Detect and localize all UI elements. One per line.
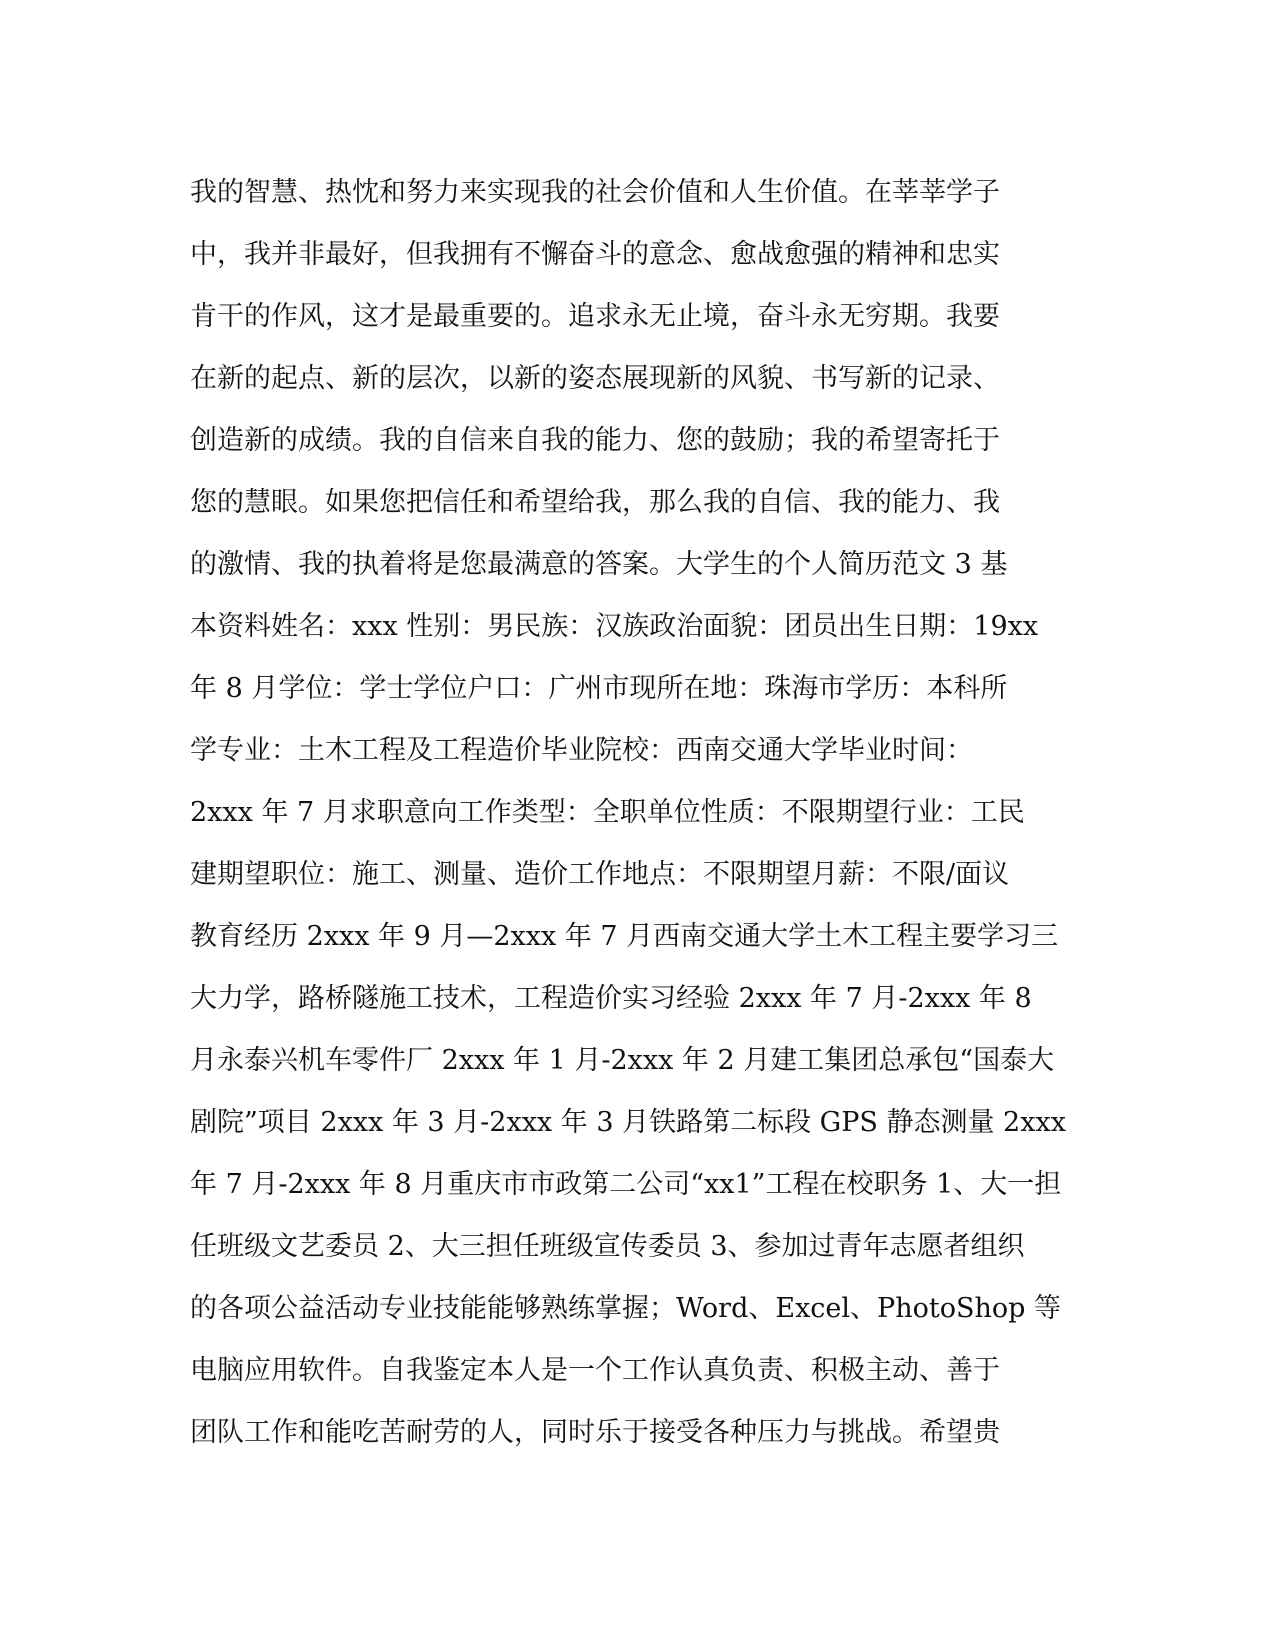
text-line: 任班级文艺委员 2、大三担任班级宣传委员 3、参加过青年志愿者组织 bbox=[190, 1231, 1025, 1262]
text-line: 年 7 月-2xxx 年 8 月重庆市市政第二公司“xx1”工程在校职务 1、大一担 bbox=[190, 1169, 1062, 1200]
text-line: 教育经历 2xxx 年 9 月—2xxx 年 7 月西南交通大学土木工程主要学习三 bbox=[190, 921, 1059, 952]
text-line: 电脑应用软件。自我鉴定本人是一个工作认真负责、积极主动、善于 bbox=[190, 1355, 1000, 1386]
text-line: 肯干的作风，这才是最重要的。追求永无止境，奋斗永无穷期。我要 bbox=[190, 301, 1000, 332]
text-line: 剧院”项目 2xxx 年 3 月-2xxx 年 3 月铁路第二标段 GPS 静态测量 2xxx bbox=[190, 1107, 1066, 1138]
text-line: 学专业：土木工程及工程造价毕业院校：西南交通大学毕业时间： bbox=[190, 735, 973, 766]
text-line: 大力学，路桥隧施工技术，工程造价实习经验 2xxx 年 7 月-2xxx 年 8 bbox=[190, 983, 1032, 1014]
text-line: 的各项公益活动专业技能能够熟练掌握；Word、Excel、PhotoShop 等 bbox=[190, 1293, 1061, 1324]
text-line: 建期望职位：施工、测量、造价工作地点：不限期望月薪：不限/面议 bbox=[190, 859, 1010, 890]
text-line: 您的慧眼。如果您把信任和希望给我，那么我的自信、我的能力、我 bbox=[190, 487, 1000, 518]
text-line: 在新的起点、新的层次，以新的姿态展现新的风貌、书写新的记录、 bbox=[190, 363, 1000, 394]
text-line: 2xxx 年 7 月求职意向工作类型：全职单位性质：不限期望行业：工民 bbox=[190, 797, 1025, 828]
text-line: 创造新的成绩。我的自信来自我的能力、您的鼓励；我的希望寄托于 bbox=[190, 425, 1000, 456]
text-line: 本资料姓名：xxx 性别：男民族：汉族政治面貌：团员出生日期：19xx bbox=[190, 611, 1039, 642]
text-line: 的激情、我的执着将是您最满意的答案。大学生的个人简历范文 3 基 bbox=[190, 549, 1008, 580]
text-line: 月永泰兴机车零件厂 2xxx 年 1 月-2xxx 年 2 月建工集团总承包“国泰大 bbox=[190, 1045, 1055, 1076]
body-text bbox=[190, 162, 1090, 1464]
text-line: 年 8 月学位：学士学位户口：广州市现所在地：珠海市学历：本科所 bbox=[190, 673, 1008, 704]
text-line: 中，我并非最好，但我拥有不懈奋斗的意念、愈战愈强的精神和忠实 bbox=[190, 239, 1000, 270]
text-line: 我的智慧、热忱和努力来实现我的社会价值和人生价值。在莘莘学子 bbox=[190, 177, 1000, 208]
text-line: 团队工作和能吃苦耐劳的人，同时乐于接受各种压力与挑战。希望贵 bbox=[190, 1417, 1000, 1448]
